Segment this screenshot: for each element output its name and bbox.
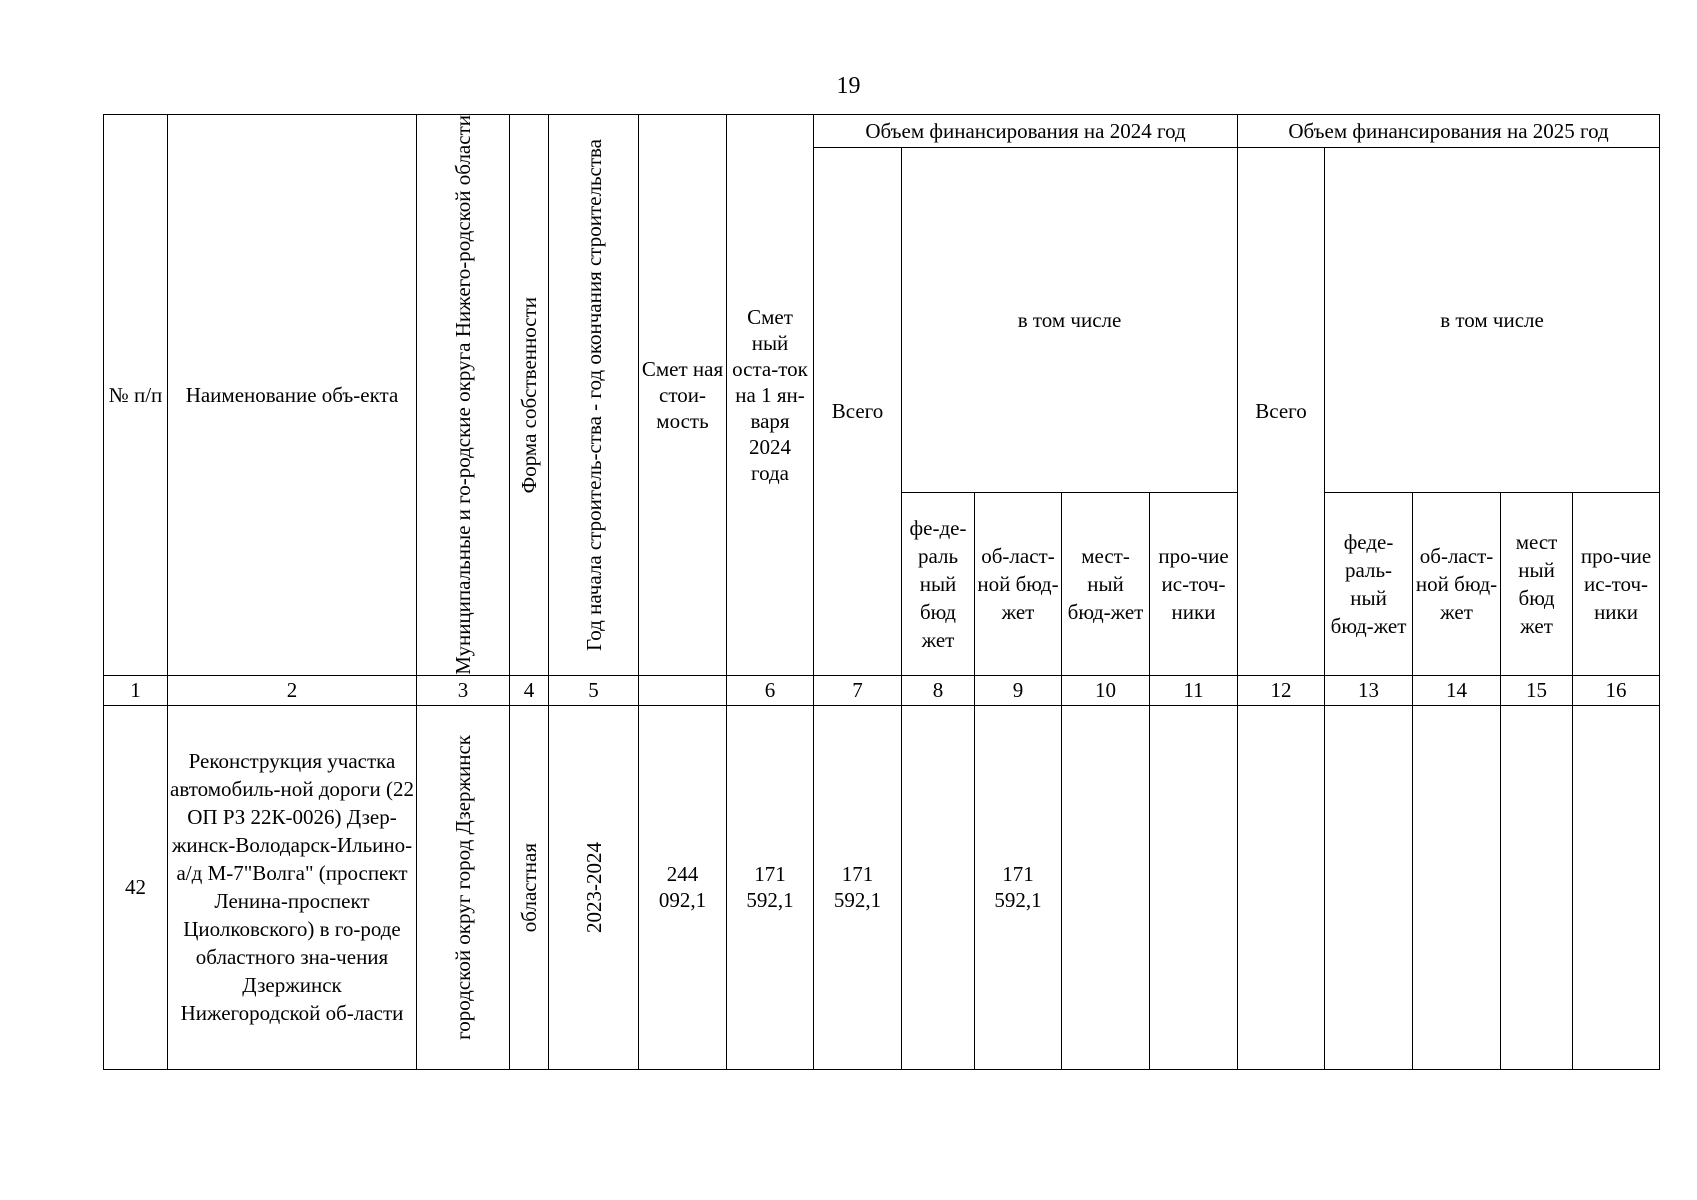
cell-ownership-text: областная [517, 842, 541, 932]
header-municipality [417, 115, 510, 676]
column-number: 4 [510, 675, 549, 705]
header-regional-2024: об-ласт-ной бюд-жет [975, 492, 1062, 675]
cell-years-text: 2023-2024 [581, 841, 606, 933]
header-estimated-cost: Смет ная стои-мость [639, 115, 727, 676]
header-local-2024: мест-ный бюд-жет [1062, 492, 1150, 675]
cell-total-2025 [1238, 705, 1325, 1069]
cell-local-2025 [1501, 705, 1573, 1069]
header-ownership [510, 115, 549, 676]
header-total-2024: Всего [814, 148, 902, 676]
column-number: 16 [1573, 675, 1660, 705]
cell-regional-2024: 171 592,1 [975, 705, 1062, 1069]
cell-municipality [417, 705, 510, 1069]
column-numbers-row [104, 675, 1660, 705]
header-federal-2025: феде-раль-ный бюд-жет [1325, 492, 1413, 675]
cell-regional-2025 [1413, 705, 1501, 1069]
cell-years [549, 705, 639, 1069]
header-local-2025: мест ный бюд жет [1501, 492, 1573, 675]
column-number: 12 [1238, 675, 1325, 705]
cell-estimated-cost: 244 092,1 [639, 705, 727, 1069]
cell-total-2024: 171 592,1 [814, 705, 902, 1069]
cell-other-2024 [1150, 705, 1238, 1069]
column-number: 9 [975, 675, 1062, 705]
column-number: 10 [1062, 675, 1150, 705]
header-group-2025: Объем финансирования на 2025 год [1238, 115, 1660, 148]
cell-federal-2024 [902, 705, 975, 1069]
column-number: 1 [104, 675, 168, 705]
column-number: 8 [902, 675, 975, 705]
column-number: 15 [1501, 675, 1573, 705]
financing-table [103, 114, 1660, 1070]
column-number: 7 [814, 675, 902, 705]
table-row [104, 705, 1660, 1069]
cell-num: 42 [104, 705, 168, 1069]
cell-other-2025 [1573, 705, 1660, 1069]
column-number: 6 [727, 675, 814, 705]
header-name: Наименование объ-екта [168, 115, 417, 676]
header-group-2024: Объем финансирования на 2024 год [814, 115, 1238, 148]
cell-estimated-balance: 171 592,1 [727, 705, 814, 1069]
header-ownership-text: Форма собственности [517, 296, 541, 494]
header-years [549, 115, 639, 676]
cell-name: Реконструкция участка автомобиль-ной дороги (22 ОП РЗ 22К-0026) Дзер-жинск-Володарск-Ильино-а/д М-7"Волга" (проспект Ленина-проспект Циолковского) в го-роде областного зна-чения Дзержинск Нижегородской об-ласти [168, 705, 417, 1069]
cell-municipality-text: городской округ город Дзержинск [451, 734, 475, 1040]
column-number: 2 [168, 675, 417, 705]
column-number: 5 [549, 675, 639, 705]
column-number: 3 [417, 675, 510, 705]
header-municipality-text: Муниципальные и го-родские округа Нижего-родской области [451, 115, 475, 675]
column-number: 11 [1150, 675, 1238, 705]
header-num: № п/п [104, 115, 168, 676]
header-estimated-balance: Смет ный оста-ток на 1 ян-варя 2024 года [727, 115, 814, 676]
header-including-2024: в том числе [902, 148, 1238, 493]
column-number: 13 [1325, 675, 1413, 705]
header-including-2025: в том числе [1325, 148, 1660, 493]
page-number: 19 [836, 73, 861, 99]
header-other-2024: про-чие ис-точ-ники [1150, 492, 1238, 675]
header-total-2025: Всего [1238, 148, 1325, 676]
header-years-text: Год начала строитель-ства - год окончания строительства [581, 138, 606, 651]
header-federal-2024: фе-де-раль ный бюд жет [902, 492, 975, 675]
column-number: 14 [1413, 675, 1501, 705]
cell-local-2024 [1062, 705, 1150, 1069]
header-other-2025: про-чие ис-точ-ники [1573, 492, 1660, 675]
cell-federal-2025 [1325, 705, 1413, 1069]
cell-ownership [510, 705, 549, 1069]
header-regional-2025: об-ласт-ной бюд-жет [1413, 492, 1501, 675]
column-number [639, 675, 727, 705]
